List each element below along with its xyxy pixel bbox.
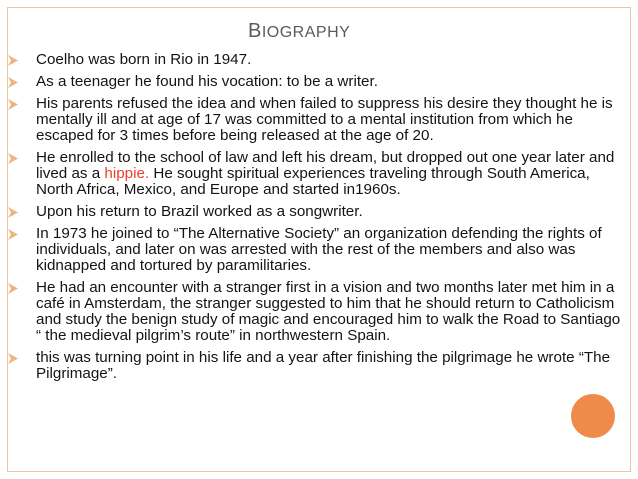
bullet-text-after: He sought spiritual experiences traveling through South America, North Africa, Mexico, and Europe and started in1960s. — [36, 165, 590, 198]
arrow-bullet-icon — [8, 99, 18, 110]
list-item — [8, 226, 628, 274]
arrow-bullet-icon — [8, 153, 18, 164]
list-item — [8, 96, 628, 144]
bullet-text: His parents refused the idea and when failed to suppress his desire they thought he is mentally ill and at age of 17 was committed to a mental institution from which he escaped for 3 times before being released at the age of 20. — [36, 95, 613, 144]
bullet-text: Coelho was born in Rio in 1947. — [36, 51, 252, 68]
arrow-bullet-icon — [8, 353, 18, 364]
highlight-hippie: hippie. — [104, 165, 150, 182]
list-item — [8, 280, 628, 344]
bullet-text: this was turning point in his life and a year after finishing the pilgrimage he wrote “The Pilgrimage”. — [36, 349, 611, 382]
list-item — [8, 350, 628, 382]
decorative-circle — [571, 394, 615, 438]
list-item — [8, 204, 628, 220]
title-first-letter: B — [248, 20, 262, 42]
list-item — [8, 74, 628, 90]
arrow-bullet-icon — [8, 229, 18, 240]
bullet-text: Upon his return to Brazil worked as a songwriter. — [36, 203, 363, 220]
bullet-text: He had an encounter with a stranger first in a vision and two months later met him in a café in Amsterdam, the stranger suggested to him that he should return to Catholicism and study the benign study of magic and encouraged him to walk the Road to Santiago “ the medieval pilgrim’s route” in northwestern Spain. — [36, 279, 621, 344]
slide-title — [248, 20, 350, 43]
arrow-bullet-icon — [8, 207, 18, 218]
title-rest: IOGRAPHY — [261, 24, 351, 41]
bullet-text-before: He enrolled to the school of law and left his dream, but dropped out one year later and lived as a — [36, 149, 615, 182]
bullet-text: In 1973 he joined to “The Alternative Society” an organization defending the rights of individuals, and later on was arrested with the rest of the members and also was kidnapped and tortured by paramilitaries. — [36, 225, 602, 274]
bullet-text: As a teenager he found his vocation: to be a writer. — [36, 73, 378, 90]
arrow-bullet-icon — [8, 55, 18, 66]
arrow-bullet-icon — [8, 77, 18, 88]
list-item — [8, 52, 628, 68]
arrow-bullet-icon — [8, 283, 18, 294]
list-item — [8, 150, 628, 198]
bullet-list — [8, 52, 628, 388]
